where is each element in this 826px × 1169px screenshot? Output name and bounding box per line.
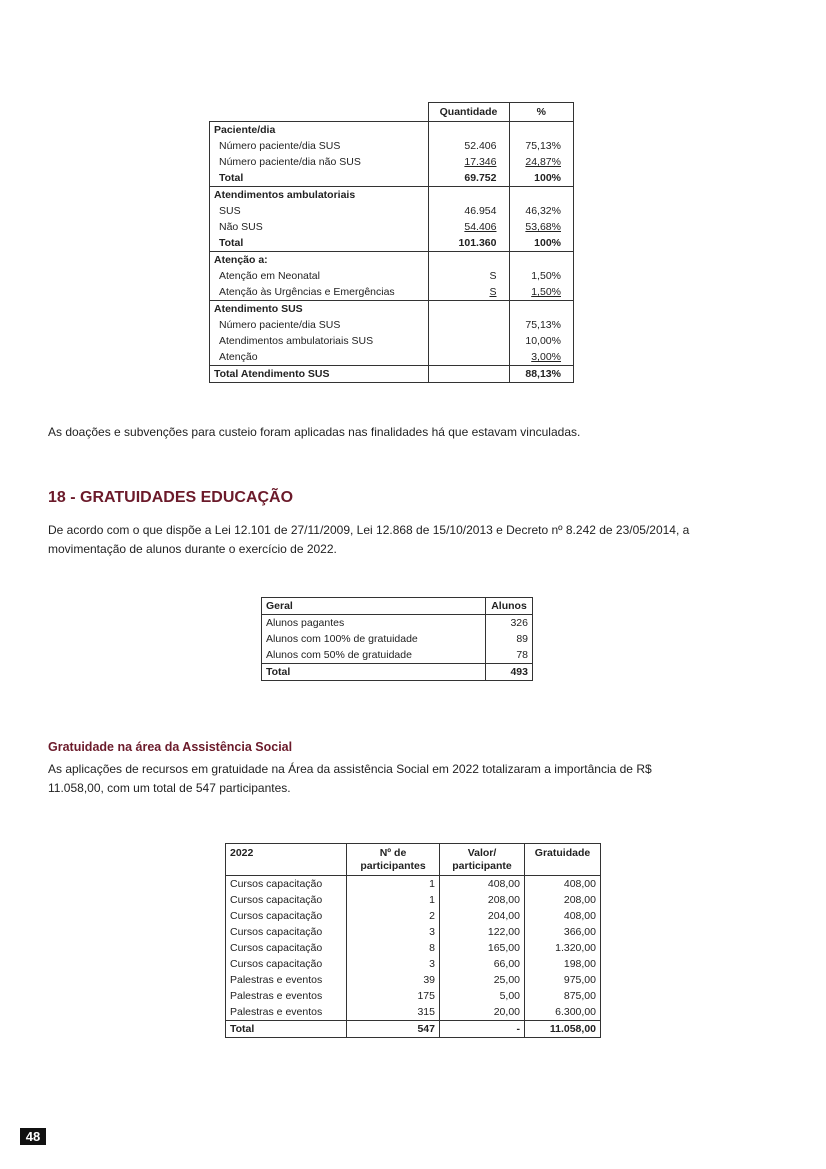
row-value: 5,00	[440, 988, 525, 1004]
row-pct: 1,50%	[509, 268, 574, 284]
row-label: Cursos capacitação	[226, 956, 347, 972]
col-header-percent: %	[509, 103, 574, 122]
row-gratuity: 408,00	[525, 876, 601, 893]
table-row	[226, 940, 601, 956]
col-header-participants	[347, 844, 440, 876]
row-value: 25,00	[440, 972, 525, 988]
total-qty: 69.752	[428, 170, 509, 187]
row-pct: 1,50%	[531, 286, 561, 298]
row-participants: 1	[347, 876, 440, 893]
row-gratuity: 208,00	[525, 892, 601, 908]
row-value: 66,00	[440, 956, 525, 972]
row-label: Cursos capacitação	[226, 876, 347, 893]
row-value: 20,00	[440, 1004, 525, 1021]
row-label: Palestras e eventos	[226, 972, 347, 988]
row-participants: 315	[347, 1004, 440, 1021]
row-pct: 24,87%	[525, 156, 561, 168]
row-label: Cursos capacitação	[226, 924, 347, 940]
col-header-year: 2022	[226, 844, 347, 876]
total-pct: 100%	[509, 170, 574, 187]
final-total-qty	[428, 366, 509, 383]
row-value: 208,00	[440, 892, 525, 908]
final-total-pct: 88,13%	[509, 366, 574, 383]
row-gratuity: 1.320,00	[525, 940, 601, 956]
table-row	[262, 615, 533, 632]
col-header-participants-l2: participantes	[360, 860, 426, 872]
row-label: SUS	[210, 203, 429, 219]
table-row	[226, 956, 601, 972]
row-qty	[428, 349, 509, 366]
row-participants: 3	[347, 924, 440, 940]
row-participants: 39	[347, 972, 440, 988]
social-assistance-heading: Gratuidade na área da Assistência Social	[48, 740, 293, 754]
total-label: Total	[210, 235, 429, 252]
row-label: Alunos pagantes	[262, 615, 486, 632]
row-label: Cursos capacitação	[226, 892, 347, 908]
row-qty: 52.406	[428, 138, 509, 154]
page-number: 48	[20, 1128, 46, 1145]
col-header-participants-l1: Nº de	[379, 847, 407, 859]
row-label: Alunos com 50% de gratuidade	[262, 647, 486, 664]
total-qty: 101.360	[428, 235, 509, 252]
row-label: Palestras e eventos	[226, 1004, 347, 1021]
education-paragraph-line2: movimentação de alunos durante o exercício de 2022.	[48, 542, 337, 556]
row-label: Cursos capacitação	[226, 908, 347, 924]
total-gratuity: 11.058,00	[525, 1021, 601, 1038]
row-label: Atenção às Urgências e Emergências	[210, 284, 429, 301]
col-header-general: Geral	[262, 598, 486, 615]
total-label: Total	[262, 664, 486, 681]
col-header-value-l1: Valor/	[467, 847, 497, 859]
col-header-value	[440, 844, 525, 876]
row-label: Alunos com 100% de gratuidade	[262, 631, 486, 647]
row-qty: 17.346	[464, 156, 497, 168]
row-label: Não SUS	[210, 219, 429, 235]
row-value: 89	[486, 631, 533, 647]
donations-paragraph: As doações e subvenções para custeio foram aplicadas nas finalidades há que estavam vinculadas.	[48, 425, 581, 439]
patient-stats-table	[209, 102, 574, 383]
col-header-value-l2: participante	[452, 860, 512, 872]
social-paragraph-line1: As aplicações de recursos em gratuidade na Área da assistência Social em 2022 totalizaram a importância de R$	[48, 762, 652, 776]
row-gratuity: 198,00	[525, 956, 601, 972]
table-row	[262, 631, 533, 647]
col-header-students: Alunos	[486, 598, 533, 615]
col-header-gratuity: Gratuidade	[525, 844, 601, 876]
total-label: Total	[210, 170, 429, 187]
row-participants: 8	[347, 940, 440, 956]
section-title: Atendimento SUS	[210, 301, 429, 318]
table-row	[226, 1004, 601, 1021]
row-qty: 54.406	[464, 221, 497, 233]
row-participants: 1	[347, 892, 440, 908]
row-qty: S	[428, 268, 509, 284]
education-paragraph-line1: De acordo com o que dispõe a Lei 12.101 de 27/11/2009, Lei 12.868 de 15/10/2013 e Decreto nº 8.242 de 23/05/2014, a	[48, 523, 690, 537]
row-participants: 2	[347, 908, 440, 924]
table-row	[262, 647, 533, 664]
table-row	[226, 924, 601, 940]
section-title: Atendimentos ambulatoriais	[210, 187, 429, 204]
gratuity-table	[225, 843, 601, 1038]
row-gratuity: 6.300,00	[525, 1004, 601, 1021]
row-pct: 10,00%	[509, 333, 574, 349]
row-label: Atenção	[210, 349, 429, 366]
row-value: 408,00	[440, 876, 525, 893]
row-value: 78	[486, 647, 533, 664]
row-participants: 3	[347, 956, 440, 972]
row-gratuity: 366,00	[525, 924, 601, 940]
total-participants: 547	[347, 1021, 440, 1038]
table-row	[226, 876, 601, 893]
total-value: -	[440, 1021, 525, 1038]
row-label: Número paciente/dia SUS	[210, 138, 429, 154]
education-paragraph	[48, 521, 689, 559]
row-pct: 3,00%	[531, 351, 561, 363]
row-gratuity: 875,00	[525, 988, 601, 1004]
col-header-quantity: Quantidade	[428, 103, 509, 122]
row-gratuity: 975,00	[525, 972, 601, 988]
row-value: 204,00	[440, 908, 525, 924]
row-label: Palestras e eventos	[226, 988, 347, 1004]
row-participants: 175	[347, 988, 440, 1004]
section-heading: 18 - GRATUIDADES EDUCAÇÃO	[48, 489, 294, 506]
students-table	[261, 597, 533, 681]
social-assistance-paragraph	[48, 760, 652, 798]
row-label: Número paciente/dia não SUS	[210, 154, 429, 170]
row-gratuity: 408,00	[525, 908, 601, 924]
row-pct: 75,13%	[509, 317, 574, 333]
row-label: Atendimentos ambulatoriais SUS	[210, 333, 429, 349]
row-label: Atenção em Neonatal	[210, 268, 429, 284]
table-row	[226, 972, 601, 988]
row-value: 326	[486, 615, 533, 632]
row-qty: 46.954	[428, 203, 509, 219]
total-label: Total	[226, 1021, 347, 1038]
row-pct: 53,68%	[525, 221, 561, 233]
row-qty	[428, 317, 509, 333]
row-pct: 75,13%	[509, 138, 574, 154]
table-row	[226, 892, 601, 908]
table-row	[226, 988, 601, 1004]
row-value: 122,00	[440, 924, 525, 940]
row-pct: 46,32%	[509, 203, 574, 219]
row-label: Cursos capacitação	[226, 940, 347, 956]
row-value: 165,00	[440, 940, 525, 956]
row-label: Número paciente/dia SUS	[210, 317, 429, 333]
section-title: Paciente/dia	[210, 122, 429, 139]
social-paragraph-line2: 11.058,00, com um total de 547 participantes.	[48, 781, 291, 795]
total-value: 493	[486, 664, 533, 681]
row-qty	[428, 333, 509, 349]
final-total-label: Total Atendimento SUS	[210, 366, 429, 383]
total-pct: 100%	[509, 235, 574, 252]
section-title: Atenção a:	[210, 252, 429, 269]
row-qty: S	[489, 286, 497, 298]
table-row	[226, 908, 601, 924]
